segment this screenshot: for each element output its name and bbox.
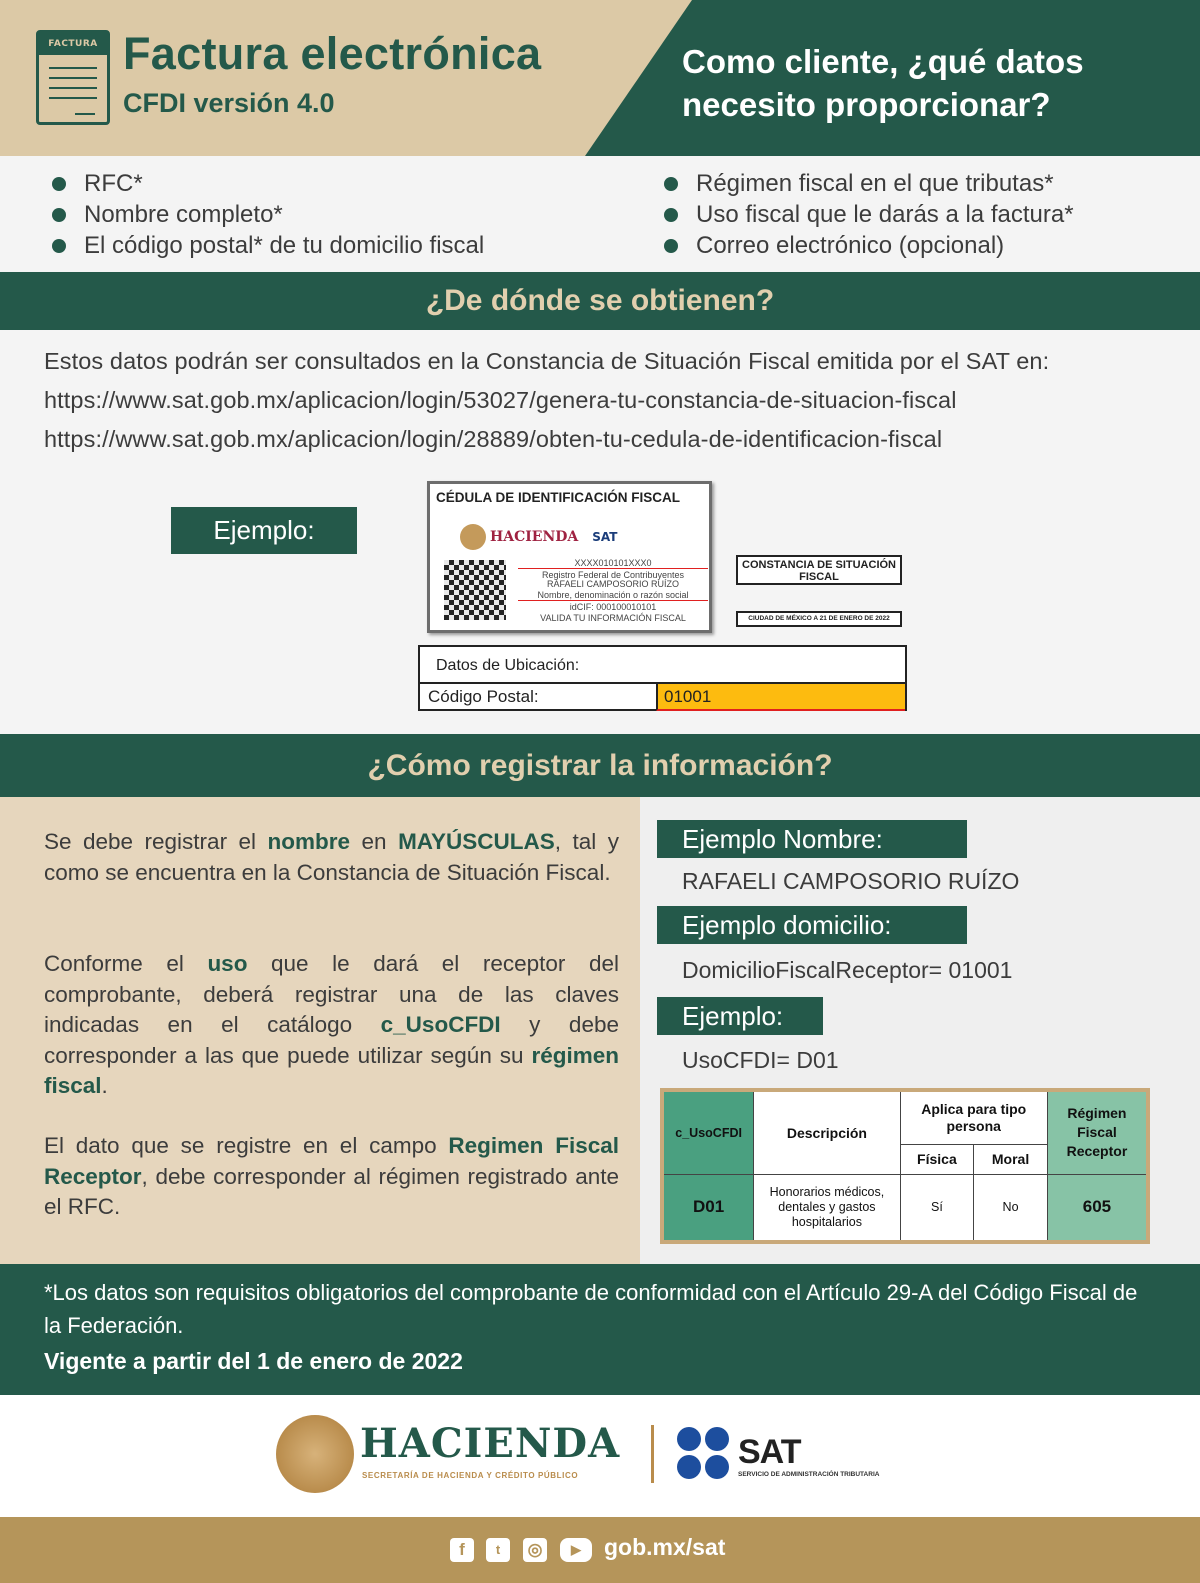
ubicacion-label: Datos de Ubicación: (436, 657, 580, 674)
cedula-line2: Nombre, denominación o razón social (518, 590, 708, 601)
header-question: Como cliente, ¿qué datos necesito proporcionar? (682, 43, 1084, 123)
row-regimen: 605 (1047, 1174, 1148, 1242)
instruction-name: Se debe registrar el nombre en MAYÚSCULAS, tal y como se encuentra en la Constancia de Situación Fiscal. (44, 829, 619, 885)
invoice-icon-label: FACTURA (39, 33, 107, 55)
cedula-card (427, 481, 712, 633)
cedula-hacienda-logo: HACIENDA (490, 529, 579, 545)
bullet-icon (52, 239, 66, 253)
example-tag: Ejemplo: (171, 507, 357, 554)
gob-site-link[interactable]: gob.mx/sat (604, 1534, 726, 1560)
list-item: Correo electrónico (opcional) (664, 230, 1074, 261)
youtube-icon[interactable]: ▶ (560, 1538, 592, 1562)
example-name-tag: Ejemplo Nombre: (657, 820, 967, 858)
example-domicilio-tag: Ejemplo domicilio: (657, 906, 967, 944)
constancia-title: CONSTANCIA DE SITUACIÓN FISCAL (736, 555, 902, 585)
page-title: Factura electrónica (123, 28, 542, 79)
example-uso-tag: Ejemplo: (657, 997, 823, 1035)
postal-code-row (420, 682, 905, 711)
instagram-icon[interactable]: ◎ (523, 1538, 547, 1562)
source-intro: Estos datos podrán ser consultados en la Constancia de Situación Fiscal emitida por el SAT en: (44, 348, 1050, 374)
invoice-icon (36, 30, 110, 125)
bullet-icon (52, 177, 66, 191)
row-clave: D01 (662, 1174, 754, 1242)
footer-bar (0, 1517, 1200, 1583)
constancia-link[interactable]: https://www.sat.gob.mx/aplicacion/login/53027/genera-tu-constancia-de-situacion-fiscal (44, 387, 957, 413)
header (0, 0, 1200, 156)
instruction-regimen: El dato que se registre en el campo Regimen Fiscal Receptor, debe corresponder al régimen registrado ante el RFC. (44, 1133, 619, 1219)
logo-divider (651, 1425, 654, 1483)
logos-section (0, 1395, 1200, 1517)
col-fisica-header: Física (900, 1144, 974, 1174)
cedula-sat-logo: SAT (592, 530, 618, 544)
requirements-section (0, 156, 1200, 272)
qr-code-icon (444, 560, 506, 620)
col-clave-header: c_UsoCFDI (662, 1090, 754, 1174)
section-register-heading: ¿Cómo registrar la información? (0, 734, 1200, 797)
cedula-title: CÉDULA DE IDENTIFICACIÓN FISCAL (436, 490, 680, 505)
cedula-line1: Registro Federal de Contribuyentes (541, 570, 685, 580)
cedula-rfc: XXXX010101XXX0 (518, 558, 708, 569)
page-subtitle: CFDI versión 4.0 (123, 88, 335, 118)
example-domicilio-value: DomicilioFiscalReceptor= 01001 (682, 957, 1013, 983)
mexico-seal-icon (276, 1415, 354, 1493)
ubicacion-box (418, 645, 907, 711)
footnote-section (0, 1264, 1200, 1395)
col-aplica-header: Aplica para tipo persona (900, 1090, 1047, 1144)
example-uso-value: UsoCFDI= D01 (682, 1047, 839, 1073)
uso-cfdi-table (660, 1088, 1150, 1244)
row-moral: No (974, 1174, 1048, 1242)
bullet-icon (664, 208, 678, 222)
list-item: Régimen fiscal en el que tributas* (664, 168, 1074, 199)
cedula-logos (460, 524, 617, 550)
bullet-icon (52, 208, 66, 222)
cedula-link[interactable]: https://www.sat.gob.mx/aplicacion/login/28889/obten-tu-cedula-de-identificacion-fiscal (44, 426, 943, 452)
list-item: El código postal* de tu domicilio fiscal (52, 230, 484, 261)
requirements-right-list (664, 168, 1074, 261)
col-desc-header: Descripción (754, 1090, 900, 1174)
constancia-place: CIUDAD DE MÉXICO A 21 DE ENERO DE 2022 (736, 611, 902, 627)
sat-logo: SAT (738, 1433, 801, 1471)
postal-code-label: Código Postal: (428, 687, 539, 706)
list-item: RFC* (52, 168, 484, 199)
col-moral-header: Moral (974, 1144, 1048, 1174)
twitter-icon[interactable]: t (486, 1538, 510, 1562)
cedula-idcif: idCIF: 000100010101 (569, 602, 657, 612)
bullet-icon (664, 177, 678, 191)
vigente-text: Vigente a partir del 1 de enero de 2022 (44, 1348, 463, 1374)
col-regimen-header: Régimen Fiscal Receptor (1047, 1090, 1148, 1174)
facebook-icon[interactable]: f (450, 1538, 474, 1562)
cedula-name: RAFAELI CAMPOSORIO RUÍZO (546, 579, 680, 589)
requirements-left-list (52, 168, 484, 261)
row-fisica: Sí (900, 1174, 974, 1242)
instruction-uso: Conforme el uso que le dará el receptor del comprobante, deberá registrar una de las claves indicadas en el catálogo c_UsoCFDI y debe corresponder a las que puede utilizar según su régimen fiscal. (44, 951, 619, 1098)
cedula-valida: VALIDA TU INFORMACIÓN FISCAL (540, 613, 686, 623)
list-item: Uso fiscal que le darás a la factura* (664, 199, 1074, 230)
section-source-heading: ¿De dónde se obtienen? (0, 272, 1200, 330)
hacienda-seal-icon (460, 524, 486, 550)
table-row (662, 1174, 1148, 1242)
hacienda-logo: HACIENDA (360, 1420, 621, 1467)
bullet-icon (664, 239, 678, 253)
row-desc: Honorarios médicos, dentales y gastos hospitalarios (754, 1174, 900, 1242)
example-name-value: RAFAELI CAMPOSORIO RUÍZO (682, 868, 1020, 894)
list-item: Nombre completo* (52, 199, 484, 230)
sat-subtitle: SERVICIO DE ADMINISTRACIÓN TRIBUTARIA (738, 1471, 880, 1478)
sat-dots-icon (677, 1427, 733, 1483)
postal-code-value: 01001 (656, 684, 905, 711)
hacienda-subtitle: SECRETARÍA DE HACIENDA Y CRÉDITO PÚBLICO (362, 1471, 579, 1480)
footnote-text: *Los datos son requisitos obligatorios del comprobante de conformidad con el Artículo 29-A del Código Fiscal de la Federación. (44, 1280, 1138, 1338)
